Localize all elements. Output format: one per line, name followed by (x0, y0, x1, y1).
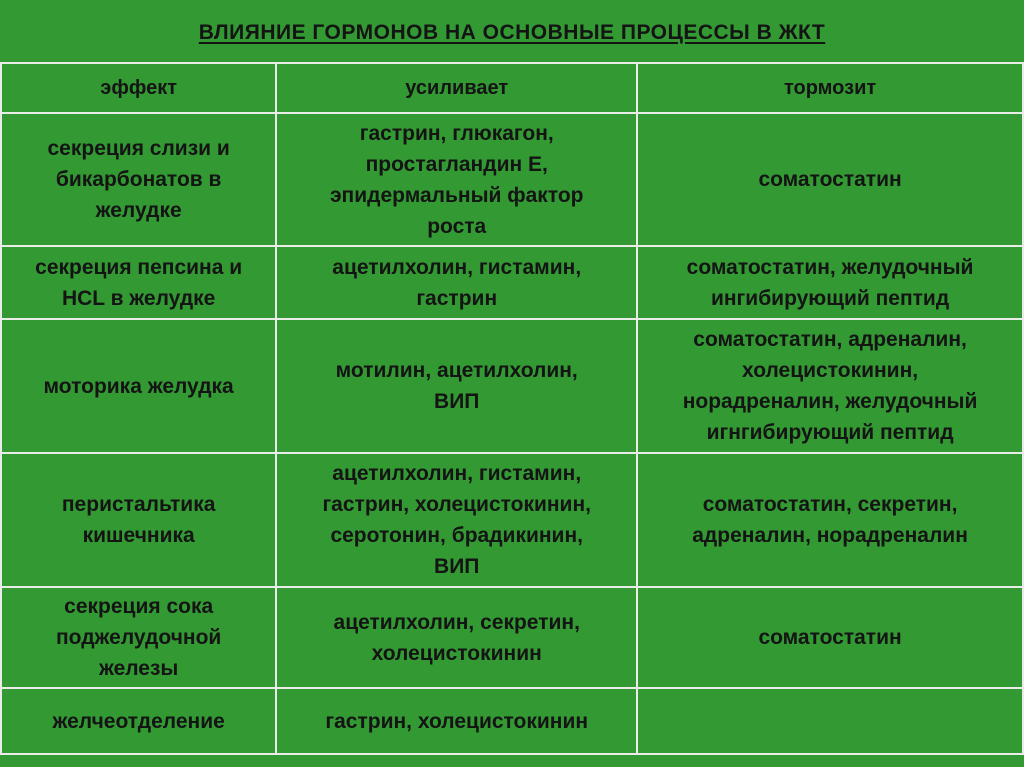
cell-effect: моторика желудка (1, 319, 276, 453)
cell-enhances: ацетилхолин, секретин, холецистокинин (276, 587, 637, 688)
table-row (1, 587, 1023, 688)
cell-inhibits: соматостатин, желудочный ингибирующий пептид (637, 246, 1023, 319)
cell-inhibits: соматостатин, секретин, адреналин, норадреналин (637, 453, 1023, 587)
cell-enhances: ацетилхолин, гистамин, гастрин (276, 246, 637, 319)
header-effect: эффект (1, 63, 276, 113)
slide-title-text: ВЛИЯНИЕ ГОРМОНОВ НА ОСНОВНЫЕ ПРОЦЕССЫ В ЖКТ (198, 21, 826, 44)
slide-title (0, 0, 1024, 62)
table-row (1, 319, 1023, 453)
table-row (1, 688, 1023, 754)
header-enhances: усиливает (276, 63, 637, 113)
cell-effect: секреция сока поджелудочной железы (1, 587, 276, 688)
cell-enhances: гастрин, холецистокинин (276, 688, 637, 754)
table-row (1, 246, 1023, 319)
table-header-row (1, 63, 1023, 113)
cell-inhibits (637, 688, 1023, 754)
cell-inhibits: соматостатин (637, 113, 1023, 246)
cell-enhances: гастрин, глюкагон, простагландин Е, эпидермальный фактор роста (276, 113, 637, 246)
cell-enhances: мотилин, ацетилхолин, ВИП (276, 319, 637, 453)
hormones-table (0, 62, 1024, 755)
cell-effect: секреция пепсина и HCL в желудке (1, 246, 276, 319)
cell-inhibits: соматостатин (637, 587, 1023, 688)
cell-inhibits: соматостатин, адреналин, холецистокинин, норадреналин, желудочный игнгибирующий пептид (637, 319, 1023, 453)
cell-enhances: ацетилхолин, гистамин, гастрин, холецистокинин, серотонин, брадикинин, ВИП (276, 453, 637, 587)
cell-effect: желчеотделение (1, 688, 276, 754)
table-row (1, 113, 1023, 246)
cell-effect: перистальтика кишечника (1, 453, 276, 587)
header-inhibits: тормозит (637, 63, 1023, 113)
cell-effect: секреция слизи и бикарбонатов в желудке (1, 113, 276, 246)
table-row (1, 453, 1023, 587)
